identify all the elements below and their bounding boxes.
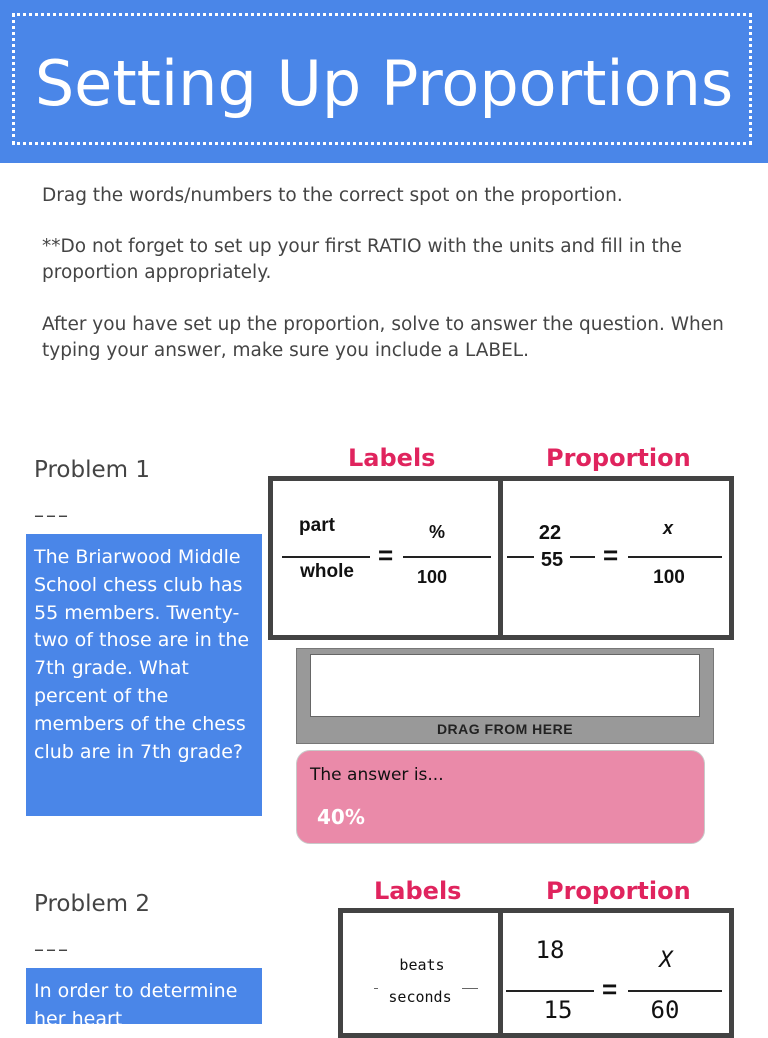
answer-label: The answer is... [310, 765, 444, 785]
proportion-heading-2: Proportion [546, 877, 691, 905]
proportion-ratio-2-line [628, 990, 722, 992]
proportion-ratio-1-line [506, 990, 594, 992]
answer-value[interactable]: 40% [317, 805, 365, 829]
drag-from-here-label: DRAG FROM HERE [436, 721, 574, 737]
proportion-100[interactable]: 100 [653, 567, 685, 588]
proportion-18[interactable]: 18 [535, 936, 565, 964]
labels-heading-2: Labels [374, 877, 462, 905]
drag-area[interactable] [296, 648, 714, 744]
instruction-3: After you have set up the proportion, solve to answer the question. When typing your answer, make sure you include a LABEL. [42, 314, 724, 361]
label-part[interactable]: part [299, 515, 335, 536]
proportion-60[interactable]: 60 [650, 996, 680, 1024]
proportion-ratio-2-line [628, 556, 722, 558]
label-beats[interactable]: beats [399, 956, 445, 974]
problem-1-divider: ––– [34, 503, 70, 527]
labels-ratio-2-line [403, 556, 491, 558]
problem-2-title: Problem 2 [34, 891, 150, 917]
equals-sign: = [378, 540, 394, 570]
labels-ratio-1-line [282, 556, 370, 558]
proportion-X[interactable]: X [659, 948, 673, 973]
label-percent[interactable]: % [428, 522, 445, 542]
answer-box[interactable] [296, 750, 705, 844]
problem-1-text: The Briarwood Middle School chess club has 55 members. Twenty-two of those are in the 7th grade. What percent of the members of the chess club are in 7th grade? [26, 534, 262, 816]
page-title: Setting Up Proportions [34, 47, 734, 120]
problem-2-divider: ––– [34, 937, 70, 961]
equals-sign: = [603, 540, 619, 570]
label-seconds[interactable]: seconds [378, 988, 462, 1006]
proportion-heading-1: Proportion [546, 444, 691, 472]
problem-1-title: Problem 1 [34, 457, 150, 483]
proportion-22[interactable]: 22 [538, 522, 562, 544]
instruction-2: **Do not forget to set up your first RATIO with the units and fill in the proportion appropriately. [42, 236, 682, 283]
labels-heading-1: Labels [348, 444, 436, 472]
proportion-frame-1 [268, 476, 734, 640]
drag-source-box[interactable] [310, 654, 700, 717]
proportion-55[interactable]: 55 [534, 549, 570, 572]
label-100[interactable]: 100 [416, 567, 448, 587]
label-whole[interactable]: whole [300, 561, 354, 582]
proportion-x[interactable]: x [662, 518, 673, 538]
proportion-15[interactable]: 15 [543, 996, 573, 1024]
problem-2-text: In order to determine her heart [26, 968, 262, 1024]
frame-divider [498, 481, 503, 635]
equals-sign: = [602, 974, 618, 1004]
frame-divider [498, 913, 503, 1033]
header-banner [0, 0, 768, 163]
instruction-1: Drag the words/numbers to the correct spot on the proportion. [42, 185, 623, 206]
